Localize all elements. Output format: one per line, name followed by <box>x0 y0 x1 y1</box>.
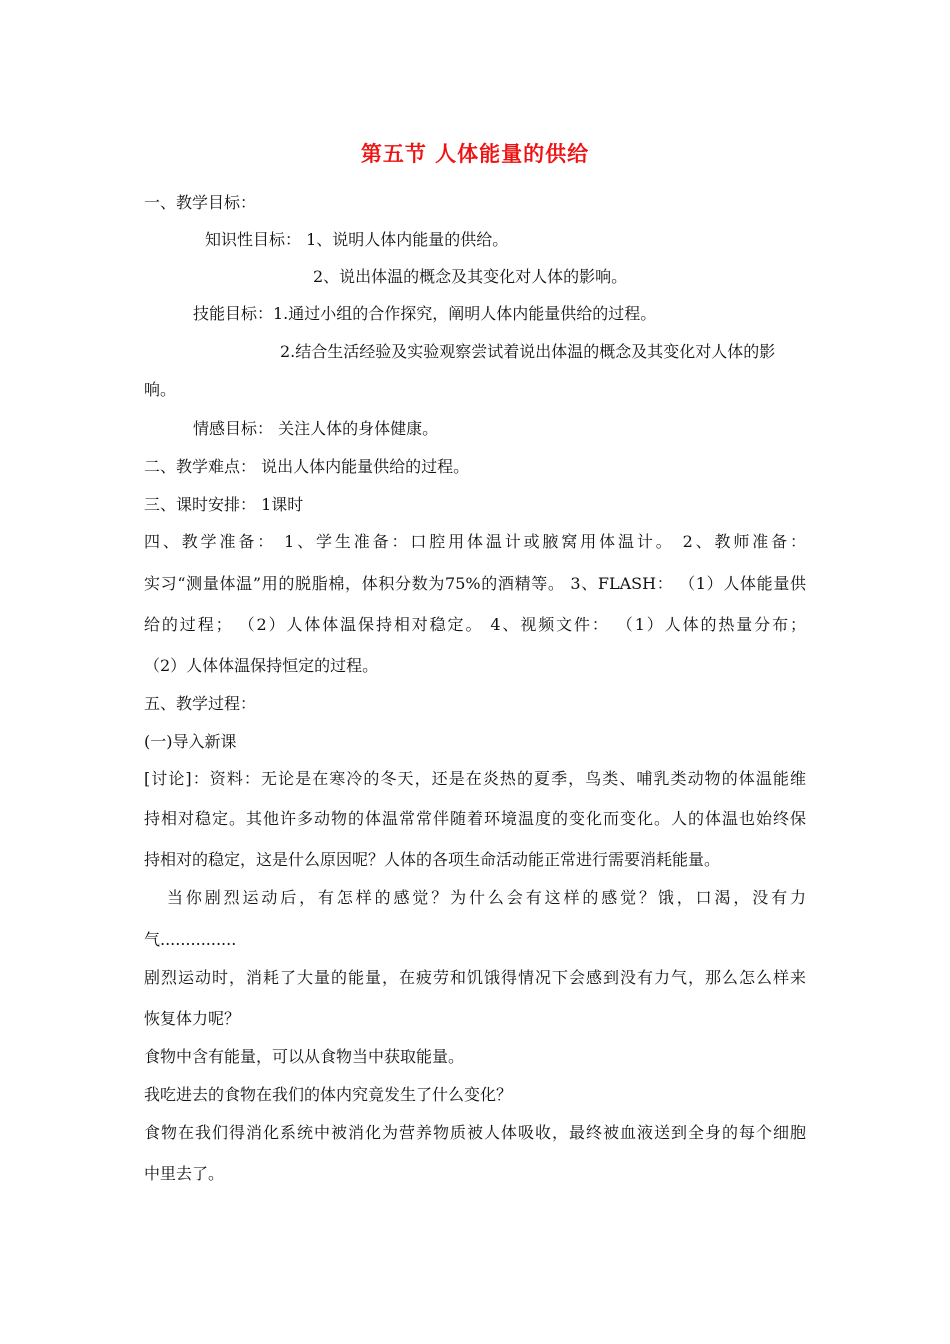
question-line-1: 当你剧烈运动后，有怎样的感觉？为什么会有这样的感觉？饿，口渴，没有力 <box>167 888 806 907</box>
skill-goal-2: 2.结合生活经验及实验观察尝试着说出体温的概念及其变化对人体的影 <box>280 342 776 361</box>
answer-line-3: 食物在我们得消化系统中被消化为营养物质被人体吸收，最终被血液送到全身的每个细胞 <box>144 1123 806 1142</box>
knowledge-goal-1: 知识性目标： 1、说明人体内能量的供给。 <box>205 230 509 249</box>
schedule-line: 三、课时安排： 1课时 <box>144 495 304 514</box>
preparation-line-2: 实习“测量体温”用的脱脂棉，体积分数为75%的酒精等。 3、FLASH： （1）人体能量供 <box>144 574 806 593</box>
preparation-line-3: 给的过程； （2）人体体温保持相对稳定。 4、视频文件： （1）人体的热量分布； <box>144 615 806 634</box>
page-title: 第五节 人体能量的供给 <box>360 142 590 166</box>
preparation-line-1: 四、教学准备： 1、学生准备：口腔用体温计或腋窝用体温计。 2、教师准备： <box>144 532 806 551</box>
skill-goal-1: 技能目标：1.通过小组的合作探究，阐明人体内能量供给的过程。 <box>193 304 657 323</box>
intro-subheading: (一)导入新课 <box>144 732 237 751</box>
answer-line-3-continued: 中里去了。 <box>144 1164 225 1183</box>
question-line-1-continued: 气............... <box>144 930 237 949</box>
emotion-goal: 情感目标： 关注人体的身体健康。 <box>193 419 439 438</box>
answer-line-1-continued: 恢复体力呢？ <box>144 1009 241 1028</box>
process-heading: 五、教学过程： <box>144 694 257 713</box>
preparation-line-4: （2）人体体温保持恒定的过程。 <box>144 656 379 675</box>
discussion-line-3: 持相对的稳定，这是什么原因呢？人体的各项生命活动能正常进行需要消耗能量。 <box>144 850 721 869</box>
knowledge-goal-2: 2、说出体温的概念及其变化对人体的影响。 <box>313 267 628 286</box>
answer-line-1: 剧烈运动时，消耗了大量的能量，在疲劳和饥饿得情况下会感到没有力气，那么怎么样来 <box>144 968 806 987</box>
question-line-2: 我吃进去的食物在我们的体内究竟发生了什么变化？ <box>144 1085 513 1104</box>
discussion-line-2: 持相对稳定。其他许多动物的体温常常伴随着环境温度的变化而变化。人的体温也始终保 <box>144 809 806 828</box>
skill-goal-2-continued: 响。 <box>144 380 177 399</box>
objectives-heading: 一、教学目标： <box>144 193 257 212</box>
discussion-line-1: [讨论]：资料：无论是在寒冷的冬天，还是在炎热的夏季，鸟类、哺乳类动物的体温能维 <box>144 769 806 788</box>
difficulty-line: 二、教学难点： 说出人体内能量供给的过程。 <box>144 457 470 476</box>
answer-line-2: 食物中含有能量，可以从食物当中获取能量。 <box>144 1047 465 1066</box>
